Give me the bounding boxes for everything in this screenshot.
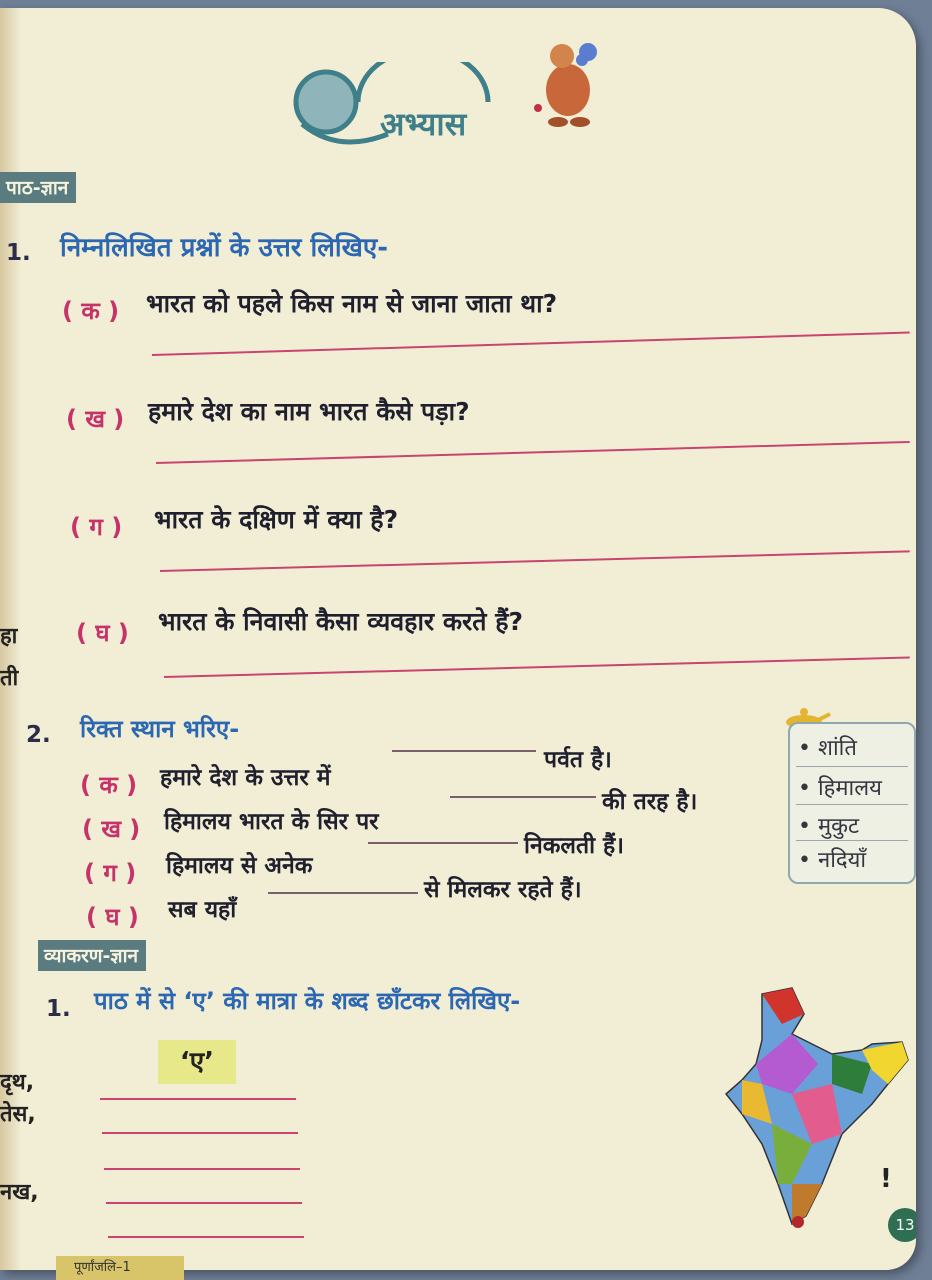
margin-fragment: दृथ, xyxy=(0,1070,35,1095)
item-question: भारत के दक्षिण में क्या है? xyxy=(154,505,399,534)
turtle-mascot-icon xyxy=(528,38,608,128)
fill-before: सब यहाँ xyxy=(168,897,237,923)
fill-after: पर्वत है। xyxy=(544,747,612,773)
item-question: भारत के निवासी कैसा व्यवहार करते हैं? xyxy=(158,607,523,636)
item-label: ( घ ) xyxy=(76,619,129,647)
item-label: ( ग ) xyxy=(70,513,123,541)
word-separator xyxy=(796,766,908,767)
fill-blank[interactable] xyxy=(450,796,596,798)
fill-before: हिमालय से अनेक xyxy=(166,853,313,879)
word-bank-item: • मुकुट xyxy=(798,814,860,839)
answer-line[interactable] xyxy=(164,656,910,678)
margin-fragment: ती xyxy=(0,666,19,691)
question-prompt: रिक्त स्थान भरिए- xyxy=(80,715,240,743)
fill-blank[interactable] xyxy=(368,842,518,844)
word-separator xyxy=(796,804,908,805)
item-label: ( ख ) xyxy=(66,405,125,433)
fill-after: की तरह है। xyxy=(602,789,698,815)
section-tag-path-gyan: पाठ-ज्ञान xyxy=(0,172,76,203)
fill-before: हिमालय भारत के सिर पर xyxy=(164,809,379,835)
page-number: 13 xyxy=(888,1208,916,1242)
answer-line[interactable] xyxy=(156,441,910,464)
margin-fragment: हा xyxy=(0,624,18,649)
fill-blank[interactable] xyxy=(392,750,536,752)
writing-line[interactable] xyxy=(108,1236,304,1238)
item-question: हमारे देश का नाम भारत कैसे पड़ा? xyxy=(148,397,470,426)
item-question: भारत को पहले किस नाम से जाना जाता था? xyxy=(146,289,558,318)
answer-line[interactable] xyxy=(160,550,910,572)
word-bank-item: • शांति xyxy=(798,736,857,761)
section-tag-vyakaran-gyan: व्याकरण-ज्ञान xyxy=(38,940,146,971)
question-number: 1. xyxy=(6,240,31,266)
question-number: 1. xyxy=(46,996,71,1022)
item-label: ( ग ) xyxy=(84,859,137,887)
writing-line[interactable] xyxy=(104,1168,300,1170)
word-bank xyxy=(788,722,916,884)
exercise-heading xyxy=(288,62,518,152)
exercise-title: अभ्यास xyxy=(380,105,467,143)
fill-before: हमारे देश के उत्तर में xyxy=(160,765,331,791)
answer-line[interactable] xyxy=(152,332,910,356)
word-separator xyxy=(796,840,908,841)
writing-line[interactable] xyxy=(106,1202,302,1204)
item-label: ( क ) xyxy=(80,771,138,799)
margin-fragment: तेस, xyxy=(0,1102,36,1127)
workbook-page xyxy=(0,8,916,1270)
question-prompt: निम्नलिखित प्रश्नों के उत्तर लिखिए- xyxy=(60,233,389,263)
fill-blank[interactable] xyxy=(268,892,418,894)
question-prompt: पाठ में से ‘ए’ की मात्रा के शब्द छाँटकर लिखिए- xyxy=(94,987,521,1015)
word-bank-item: • नदियाँ xyxy=(798,848,867,873)
exclamation-mark: ! xyxy=(880,1164,892,1194)
fill-after: से मिलकर रहते हैं। xyxy=(424,877,582,903)
question-number: 2. xyxy=(26,722,51,748)
item-label: ( ख ) xyxy=(82,815,141,843)
footer-label: पूर्णांजलि–1 xyxy=(56,1256,184,1280)
india-map-icon xyxy=(722,984,912,1234)
item-label: ( क ) xyxy=(62,297,120,325)
word-bank-item: • हिमालय xyxy=(798,776,882,801)
item-label: ( घ ) xyxy=(86,903,139,931)
writing-line[interactable] xyxy=(102,1132,298,1134)
matra-label-box: ‘ए’ xyxy=(158,1040,236,1084)
fill-after: निकलती हैं। xyxy=(524,833,624,859)
margin-fragment: नख, xyxy=(0,1180,39,1205)
writing-line[interactable] xyxy=(100,1098,296,1100)
